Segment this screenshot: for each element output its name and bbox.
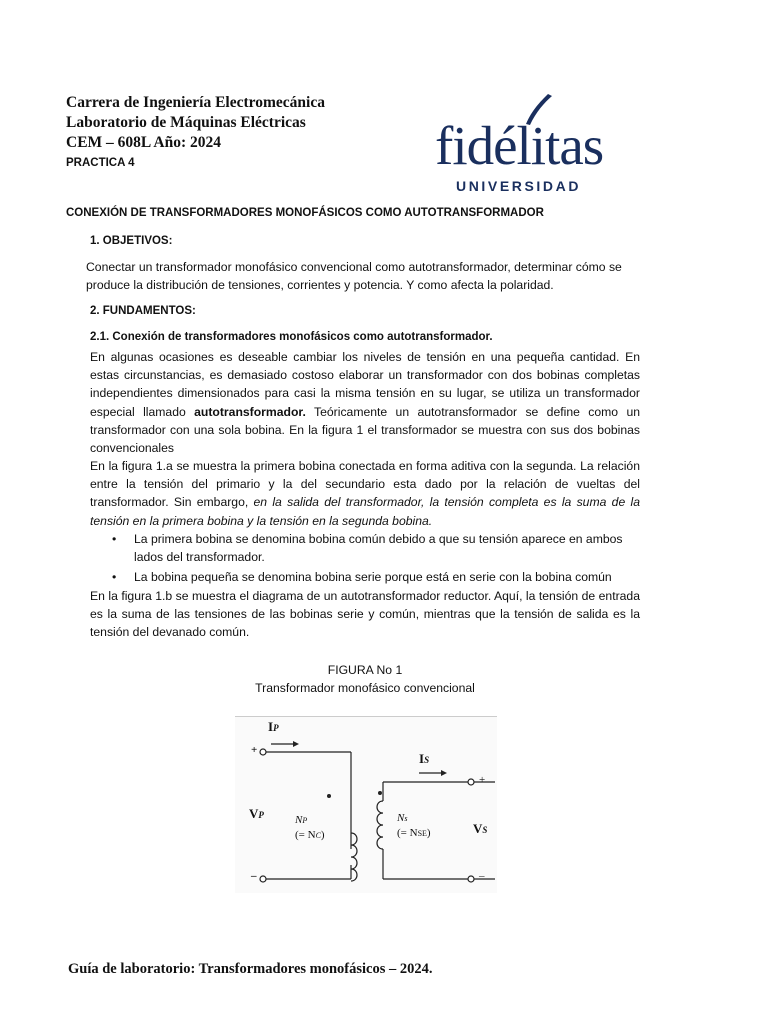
header-lab: Laboratorio de Máquinas Eléctricas [66, 114, 306, 131]
label-ip: IP [268, 719, 279, 734]
para2-italic: en la salida del transformador, la tensión completa es la suma de la tensión en la primera bobina y la tensión en la segunda bobina. [90, 495, 640, 528]
para1-text-b: Teóricamente un autotransformador se define como un transformador con una sola bobina. En la figura 1 el transformador se muestra con sus dos bobinas convencionales [90, 404, 640, 456]
section-objectives-heading: 1. OBJETIVOS: [90, 235, 173, 247]
label-secondary-plus: + [479, 774, 486, 786]
university-logo [432, 92, 618, 198]
figure-label: FIGURA No 1 [327, 663, 403, 677]
para1-bold-term: autotransformador. [194, 404, 306, 419]
coil-bullet-list [110, 530, 640, 587]
para2-text: En la figura 1.a se muestra la primera bobina conectada en forma aditiva con la segunda. La relación entre la tensión del primario y la del secundario esta dado por la relación de vueltas del transformador. Sin embargo, [90, 459, 640, 510]
paragraph-autotransformer-intro [90, 348, 640, 457]
transformer-schematic [235, 717, 497, 893]
logo-brand: fidélitas [435, 115, 604, 176]
document-footer: Guía de laboratorio: Transformadores monofásicos – 2024. [68, 961, 433, 977]
document-title: CONEXIÓN DE TRANSFORMADORES MONOFÁSICOS COMO AUTOTRANSFORMADOR [66, 207, 544, 219]
section-fundamentals-heading: 2. FUNDAMENTOS: [90, 305, 196, 317]
label-is: IS [419, 751, 430, 766]
para1-text-a: En algunas ocasiones es deseable cambiar los niveles de tensión en una pequeña cantidad. En estas circunstancias, es demasiado costoso elaborar un transformador con dos bobinas completas independientes dimensionados para casi la misma tensión en su lugar, se utiliza un transformador especial llamado [90, 350, 640, 419]
label-primary-minus: – [251, 870, 257, 882]
transformer-diagram [235, 716, 497, 893]
paragraph-figure-1b: En la figura 1.b se muestra el diagrama de un autotransformador reductor. Aquí, la tensión de entrada es la suma de las tensiones de las bobinas serie y común, mientras que la tensión de salida es la tensión del devanado común. [90, 589, 640, 640]
objectives-text: Conectar un transformador monofásico convencional como autotransformador, determinar cómo se produce la distribución de tensiones, corrientes y potencia. Y como afecta la polaridad. [86, 260, 622, 293]
header-practice: PRACTICA 4 [66, 157, 135, 169]
header-course: CEM – 608L Año: 2024 [66, 134, 222, 151]
subsection-heading: 2.1. Conexión de transformadores monofásicos como autotransformador. [90, 331, 493, 343]
label-primary-plus: + [251, 744, 258, 756]
bullet-common-coil: • La primera bobina se denomina bobina común debido a que su tensión aparece en ambos lados del transformador. [110, 530, 640, 566]
bullet-series-coil: • La bobina pequeña se denomina bobina serie porque está en serie con la bobina común [110, 568, 640, 586]
header-career: Carrera de Ingeniería Electromecánica [66, 94, 325, 111]
label-np: NP (= NC) [295, 814, 325, 841]
label-vp: VP [249, 806, 264, 821]
paragraph-figure-1a [90, 457, 640, 530]
label-secondary-minus: – [479, 870, 485, 882]
label-ns: Ns (= NSE) [397, 812, 431, 839]
document-header [66, 93, 325, 173]
logo-subtitle: UNIVERSIDAD [456, 178, 582, 194]
label-vs: VS [473, 821, 488, 836]
figure-caption: Transformador monofásico convencional [255, 681, 475, 695]
